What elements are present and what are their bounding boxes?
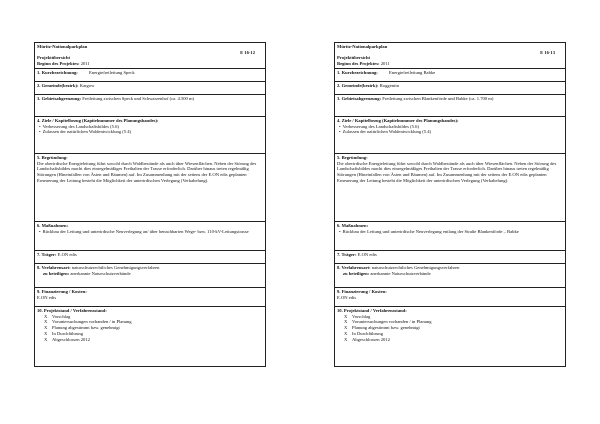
list-item: • Rückbau der Leitung und unterirdische Neuverlegung entlang der Straße Blankenförde – Babke: [344, 229, 563, 235]
begin-label: Beginn des Projektes:: [337, 61, 380, 67]
sheet-header: [35, 43, 265, 68]
sheet-title: Müritz-Nationalparkplan: [37, 44, 88, 49]
section-8: [35, 263, 265, 287]
section-9: [35, 287, 265, 306]
section-4: [335, 116, 565, 153]
status-mark: X: [44, 336, 48, 342]
section-1: [35, 68, 265, 81]
sheet-code: E 16-13: [540, 49, 555, 55]
status-text: In Durchführung: [52, 330, 83, 336]
section-6-label: 6. Maßnahmen:: [37, 223, 69, 228]
section-7-value: E.ON edis: [357, 252, 377, 257]
status-mark: X: [344, 330, 348, 336]
section-3-value: Freileitung zwischen Speck und Schwarzenhof (ca. 4.500 m): [82, 96, 195, 101]
section-8-sub-value: anerkannte Naturschutzverbände: [370, 270, 431, 276]
section-5-label: 5. Begründung:: [37, 155, 68, 160]
section-6-label: 6. Maßnahmen:: [337, 223, 369, 228]
status-mark: X: [344, 325, 348, 331]
project-sheet-left: [34, 42, 266, 367]
section-8-label: 8. Verfahrensart:: [37, 265, 71, 270]
section-5-label: 5. Begründung:: [337, 155, 368, 160]
project-sheet-right: [334, 42, 566, 367]
list-item: • Verbesserung des Landschaftsbildes (5.6): [44, 124, 263, 130]
status-mark: X: [344, 336, 348, 342]
section-1-value: Energiefreileitung Babke: [389, 70, 436, 75]
section-7-label: 7. Träger:: [37, 252, 57, 257]
section-10-label: 10. Projektstand / Verfahrensstand:: [337, 308, 407, 313]
sheet-header: [335, 43, 565, 68]
section-7: [335, 250, 565, 263]
section-1-value: Energiefreileitung Speck: [89, 70, 135, 75]
section-1-label: 1. Kurzbezeichnung:: [37, 70, 78, 75]
sheet-code: E 16-12: [240, 49, 255, 55]
section-4: [35, 116, 265, 153]
section-5-text: Die oberirdische Energieleitung führt sowohl durch Waldbestände als auch über Wiesenflächen. Neben der Störung des Landschaftsbildes macht dies einregelmäßiges Freihalten der Trasse erforderlich. Darüber hinaus treten regelmäßig Störungen (Hineinfallen von Ästen und Bäumen) auf. Im Zusammenhang mit der seitens der E.ON edis geplanten Erneuerung der Leitung besteht die Möglichkeit der unterirdischen Verlegung (Verkabelung).: [37, 160, 257, 183]
section-1-label: 1. Kurzbezeichnung:: [337, 70, 378, 75]
section-2-value: Roggentin: [379, 83, 399, 88]
sheet-subtitle: Projektübersicht: [337, 55, 371, 61]
status-mark: X: [44, 330, 48, 336]
section-5: [35, 153, 265, 221]
section-10: [335, 306, 565, 366]
status-mark: X: [44, 325, 48, 331]
status-text: Planung abgestimmt bzw. genehmigt: [352, 325, 420, 331]
status-mark: X: [344, 319, 348, 325]
section-7-value: E.ON edis: [57, 252, 77, 257]
list-item: • Zulassen der natürlichen Waldentwicklung (5.4): [44, 129, 263, 135]
status-mark: X: [344, 313, 348, 319]
section-2: [335, 81, 565, 94]
section-1: [335, 68, 565, 81]
status-item: [44, 337, 263, 343]
status-mark: X: [44, 319, 48, 325]
section-3-label: 3. Gebietsabgrenzung:: [37, 96, 82, 101]
section-6: [35, 221, 265, 250]
section-10-label: 10. Projektstand / Verfahrensstand:: [37, 308, 107, 313]
section-9-value: E.ON edis: [337, 294, 357, 300]
section-9: [335, 287, 565, 306]
section-8-value: naturschutzrechtliches Genehmigungsverfahren: [71, 265, 160, 270]
section-8-value: naturschutzrechtliches Genehmigungsverfahren: [371, 265, 460, 270]
list-item: • Verbesserung des Landschaftsbildes (5.6): [344, 124, 563, 130]
section-6: [335, 221, 565, 250]
section-3: [335, 94, 565, 116]
section-3-label: 3. Gebietsabgrenzung:: [337, 96, 382, 101]
section-8-sub-label: zu beteiligen:: [43, 270, 70, 276]
status-text: Voruntersuchungen vorhanden / in Planung: [352, 319, 432, 325]
section-2: [35, 81, 265, 94]
section-8-sub-value: anerkannte Naturschutzverbände: [70, 270, 131, 276]
sheet-subtitle: Projektübersicht: [37, 55, 71, 61]
status-text: Planung abgestimmt bzw. genehmigt: [52, 325, 120, 331]
status-text: Abgeschlossen 2012: [52, 336, 90, 342]
status-text: Vorschlag: [352, 313, 371, 319]
section-7-label: 7. Träger:: [337, 252, 357, 257]
section-9-label: 9. Finanzierung / Kosten:: [37, 289, 87, 294]
list-item: • Zulassen der natürlichen Waldentwicklung (5.4): [344, 129, 563, 135]
section-3-value: Freileitung zwischen Blankenförde und Babke (ca. 1.700 m): [382, 96, 494, 101]
status-text: In Durchführung: [352, 330, 383, 336]
section-8-sub-label: zu beteiligen:: [343, 270, 370, 276]
section-5: [335, 153, 565, 221]
section-2-label: 2. Gemeinde(bezirk):: [37, 83, 79, 88]
status-mark: X: [44, 313, 48, 319]
sheet-title: Müritz-Nationalparkplan: [337, 44, 388, 49]
section-10: [35, 306, 265, 366]
section-2-value: Kargow: [79, 83, 95, 88]
begin-value: 2011: [380, 61, 390, 67]
section-9-label: 9. Finanzierung / Kosten:: [337, 289, 387, 294]
begin-value: 2011: [80, 61, 90, 67]
section-7: [35, 250, 265, 263]
status-item: [344, 337, 563, 343]
list-item: • Rückbau der Leitung und unterirdische Neuverlegung an/ über benachbarten Wege- bzw. 110-kV-Leitungstrasse: [44, 229, 263, 235]
status-text: Abgeschlossen 2012: [352, 336, 390, 342]
begin-label: Beginn des Projektes:: [37, 61, 80, 67]
section-9-value: E.ON edis: [37, 294, 57, 300]
section-2-label: 2. Gemeinde(bezirk):: [337, 83, 379, 88]
status-text: Voruntersuchungen vorhanden / in Planung: [52, 319, 132, 325]
section-4-label: 4. Ziele / Kapitelbezug (Kapitelnummer des Planungsbandes):: [37, 118, 159, 123]
section-5-text: Die oberirdische Energieleitung führt sowohl durch Waldbestände als auch über Wiesenflächen. Neben der Störung des Landschaftsbildes macht dies einregelmäßiges Freihalten der Trasse erforderlich. Darüber hinaus treten regelmäßig Störungen (Hineinfallen von Ästen und Bäumen) auf. Im Zusammenhang mit der seitens der E.ON edis geplanten Erneuerung der Leitung besteht die Möglichkeit der unterirdischen Verlegung (Verkabelung).: [337, 160, 557, 183]
status-text: Vorschlag: [52, 313, 71, 319]
section-8: [335, 263, 565, 287]
section-8-label: 8. Verfahrensart:: [337, 265, 371, 270]
section-3: [35, 94, 265, 116]
section-4-label: 4. Ziele / Kapitelbezug (Kapitelnummer des Planungsbandes):: [337, 118, 459, 123]
